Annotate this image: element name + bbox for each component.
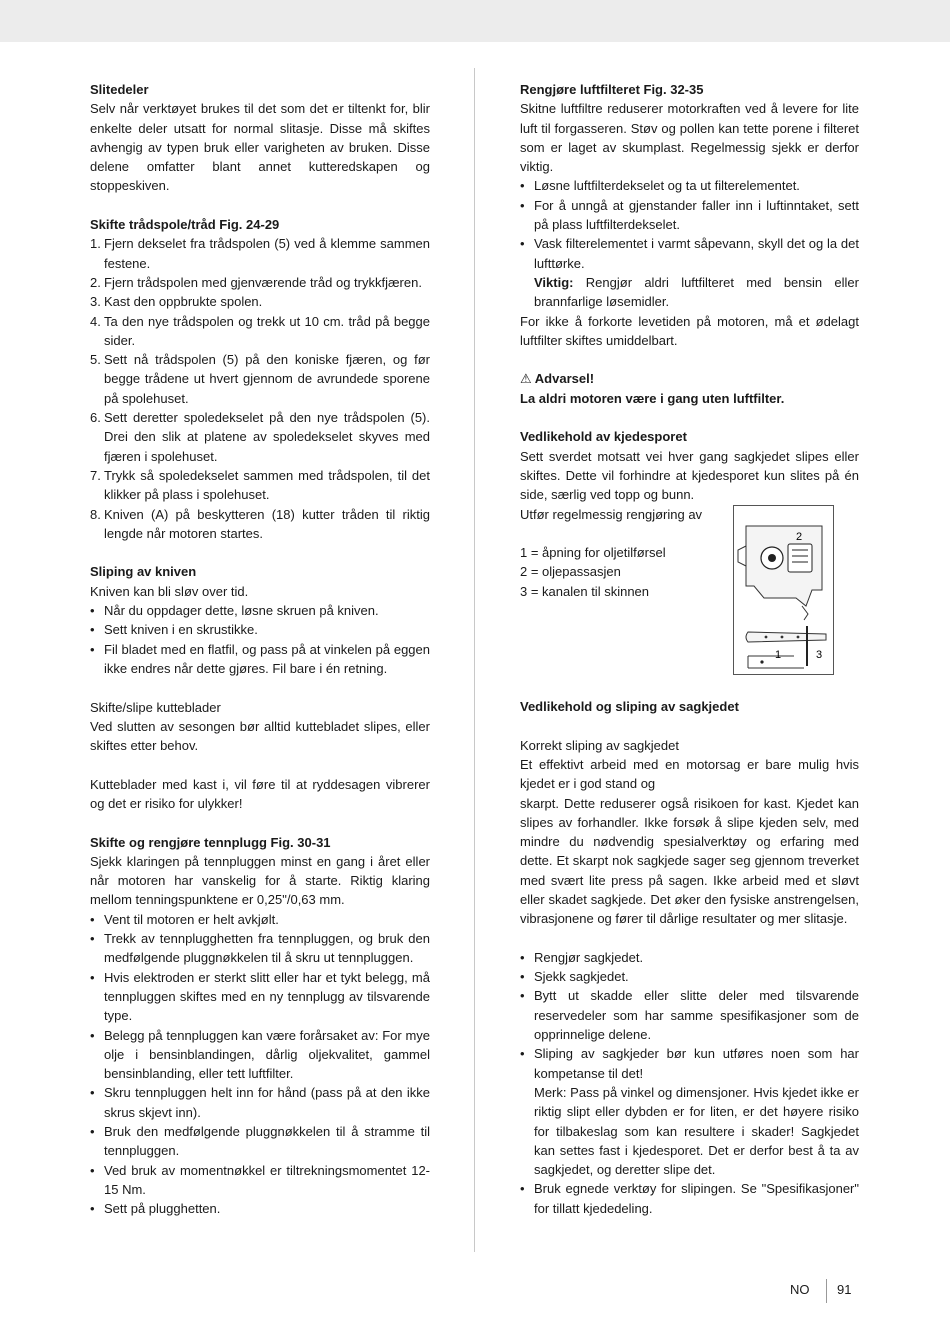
figure-label: 2	[796, 531, 803, 543]
note-paragraph: Merk: Pass på vinkel og dimensjoner. Hvis kjedet ikke er riktig slipt eller dybden er for liten, er det høyere risiko for tilbakeslag som kan resultere i skader! Sagkjedet kan settes fast i kjedesporet. Det er derfor best å ta av sagkjedet, og deretter slipe det.	[534, 1084, 859, 1178]
list-item: • Sett på plugghetten.	[90, 1201, 221, 1217]
subheading: Korrekt sliping av sagkjedet	[520, 737, 679, 753]
paragraph: Utfør regelmessig rengjøring av	[520, 506, 703, 522]
list-item: • Bytt ut skadde eller slitte deler med tilsvarende reservedeler som har samme spesifikasjoner som de opprinnelige delene.	[520, 988, 859, 1043]
list-item: • Hvis elektroden er sterkt slitt eller har et tykt belegg, må tennpluggen skiftes med en ny tennplugg av tilsvarende type.	[90, 969, 430, 1024]
section-heading: Sliping av kniven	[90, 564, 197, 580]
spool-steps-list	[90, 234, 430, 543]
saw-list	[520, 948, 859, 1083]
list-item: 7. Trykk så spoledekselet sammen med trådspolen, til det klikker på plass i spolehuset.	[90, 467, 430, 503]
section-heading: Skifte og rengjøre tennplugg Fig. 30-31	[90, 834, 331, 850]
list-item: • Trekk av tennplugghetten fra tennpluggen, og bruk den medfølgende pluggnøkkelen til å skru ut tennpluggen.	[90, 931, 430, 966]
list-item: • Løsne luftfilterdekselet og ta ut filterelementet.	[520, 178, 800, 194]
saw-list-tail	[520, 1179, 859, 1218]
paragraph: Kniven kan bli sløv over tid.	[90, 583, 249, 599]
warning-icon: ⚠	[520, 371, 532, 387]
subheading: Skifte/slipe kutteblader	[90, 699, 221, 715]
paragraph: Et effektivt arbeid med en motorsag er bare mulig hvis kjedet er i god stand og	[520, 756, 859, 792]
warning-text: La aldri motoren være i gang uten luftfilter.	[520, 390, 785, 406]
section-heading: Slitedeler	[90, 82, 149, 97]
header-band	[0, 0, 950, 42]
list-item: • Sliping av sagkjeder bør kun utføres noen som har kompetanse til det!	[520, 1046, 859, 1081]
list-item: • For å unngå at gjenstander faller inn i luftinntaket, sett på plass luftfilterdekselet.	[520, 197, 859, 233]
language-code: NO	[790, 1282, 810, 1297]
paragraph: Sett sverdet motsatt vei hver gang sagkjedet slipes eller skiftes. Dette vil forhindre at kjedesporet kun slites på én side, særlig ved topp og bunn.	[520, 448, 859, 503]
chain-groove-diagram	[734, 506, 833, 674]
left-column	[90, 80, 430, 1219]
list-item: • Ved bruk av momentnøkkel er tiltrekningsmomentet 12-15 Nm.	[90, 1162, 430, 1197]
list-item: • Fil bladet med en flatfil, og pass på at vinkelen på eggen ikke endres når dette gjøres. Fil bare i én retning.	[90, 641, 430, 676]
figure-label: 3	[816, 649, 823, 661]
list-item: • Skru tennpluggen helt inn for hånd (pass på at den ikke skrus skjevt inn).	[90, 1085, 430, 1120]
list-item: 4. Ta den nye trådspolen og trekk ut 10 cm. tråd på begge sider.	[90, 313, 430, 348]
list-item: • Vask filterelementet i varmt såpevann, skyll det og la det lufttørke.	[520, 236, 859, 271]
list-item: • Bruk den medfølgende pluggnøkkelen til å stramme til tennpluggen.	[90, 1124, 430, 1159]
legend-item: 2 = oljepassasjen	[520, 564, 621, 580]
airfilter-list	[520, 176, 859, 272]
list-item: 6. Sett deretter spoledekselet på den nye trådspolen (5). Drei den slik at platene av spoledekselet skyves med fjæren i spolehuset.	[90, 410, 430, 464]
footer-divider	[826, 1279, 827, 1303]
paragraph: Selv når verktøyet brukes til det som det er tiltenkt for, blir enkelte deler utsatt for normal slitasje. Disse må skiftes avhengig av typen bruk eller varigheten av bruken. Disse delene omfatter blant annet kutteredskapen og stoppeskiven.	[90, 101, 430, 194]
list-item: • Rengjør sagkjedet.	[520, 949, 644, 965]
paragraph: Skitne luftfiltre reduserer motorkraften ved å levere for lite luft til forgasseren. Støv og pollen kan tette porene i filteret som er laget av skumplast. Regelmessig sjekk er derfor viktig.	[520, 101, 859, 175]
figure-label: 1	[775, 649, 782, 661]
page-number: 91	[837, 1282, 852, 1297]
list-item: • Sett kniven i en skrustikke.	[90, 622, 258, 638]
list-item: • Belegg på tennpluggen kan være forårsaket av: For mye olje i bensinblandingen, dårlig oljekvalitet, gammel bensinblanding, eller tett luftfilter.	[90, 1027, 430, 1082]
list-item: 1. Fjern dekselet fra trådspolen (5) ved å klemme sammen festene.	[90, 236, 430, 271]
sparkplug-list	[90, 910, 430, 1219]
paragraph: For ikke å forkorte levetiden på motoren, må et ødelagt luftfilter skiftes umiddelbart.	[520, 313, 859, 348]
warning-heading: ⚠ Advarsel!	[520, 371, 595, 387]
list-item: 8. Kniven (A) på beskytteren (18) kutter tråden til riktig lengde når motoren startes.	[90, 506, 430, 541]
paragraph: Sjekk klaringen på tennpluggen minst en gang i året eller når motoren har vanskelig for å starte. Riktig klaring mellom tenningspunktene er 0,25"/0,63 mm.	[90, 853, 430, 908]
chain-groove-figure	[733, 505, 834, 675]
list-item: • Vent til motoren er helt avkjølt.	[90, 911, 279, 927]
section-heading: Skifte trådspole/tråd Fig. 24-29	[90, 217, 280, 233]
legend-item: 3 = kanalen til skinnen	[520, 583, 650, 599]
section-heading: Vedlikehold av kjedesporet	[520, 429, 687, 445]
column-divider	[474, 68, 475, 1252]
list-item: • Bruk egnede verktøy for slipingen. Se "Spesifikasjoner" for tillatt kjededeling.	[520, 1181, 859, 1216]
legend-item: 1 = åpning for oljetilførsel	[520, 545, 666, 561]
page-footer	[790, 1282, 852, 1298]
list-item: • Sjekk sagkjedet.	[520, 969, 629, 985]
section-heading: Rengjøre luftfilteret Fig. 32-35	[520, 82, 704, 97]
list-item: 2. Fjern trådspolen med gjenværende tråd og trykkfjæren.	[90, 274, 422, 290]
list-item: 5. Sett nå trådspolen (5) på den koniske fjæren, og før begge trådene ut hvert gjennom de avrundede sporene på spolehuset.	[90, 352, 430, 406]
list-item: • Når du oppdager dette, løsne skruen på kniven.	[90, 603, 379, 619]
paragraph: Ved slutten av sesongen bør alltid kuttebladet slipes, eller skiftes etter behov.	[90, 718, 430, 754]
important-note: Viktig: Rengjør aldri luftfilteret med bensin eller brannfarlige løsemidler.	[534, 274, 859, 310]
section-heading: Vedlikehold og sliping av sagkjedet	[520, 699, 739, 715]
paragraph: Kutteblader med kast i, vil føre til at ryddesagen vibrerer og det er risiko for ulykker!	[90, 776, 430, 811]
knife-list	[90, 601, 430, 678]
list-item: 3. Kast den oppbrukte spolen.	[90, 294, 263, 310]
paragraph: skarpt. Dette reduserer også risikoen for kast. Kjedet kan slipes av forhandler. Ikke forsøk å slipe kjeden selv, med mindre du nødvendig spesialverktøy og erfaring med dette. Et skarpt nok sagkjede sager seg gjennom treverket med svært lite press på sagen. Ikke arbeid med et sløvt eller skadet sagkjede. Det øker den fysiske anstrengelsen, vibrasjonene og fører til dårlige resultater og mer slitasje.	[520, 795, 859, 927]
